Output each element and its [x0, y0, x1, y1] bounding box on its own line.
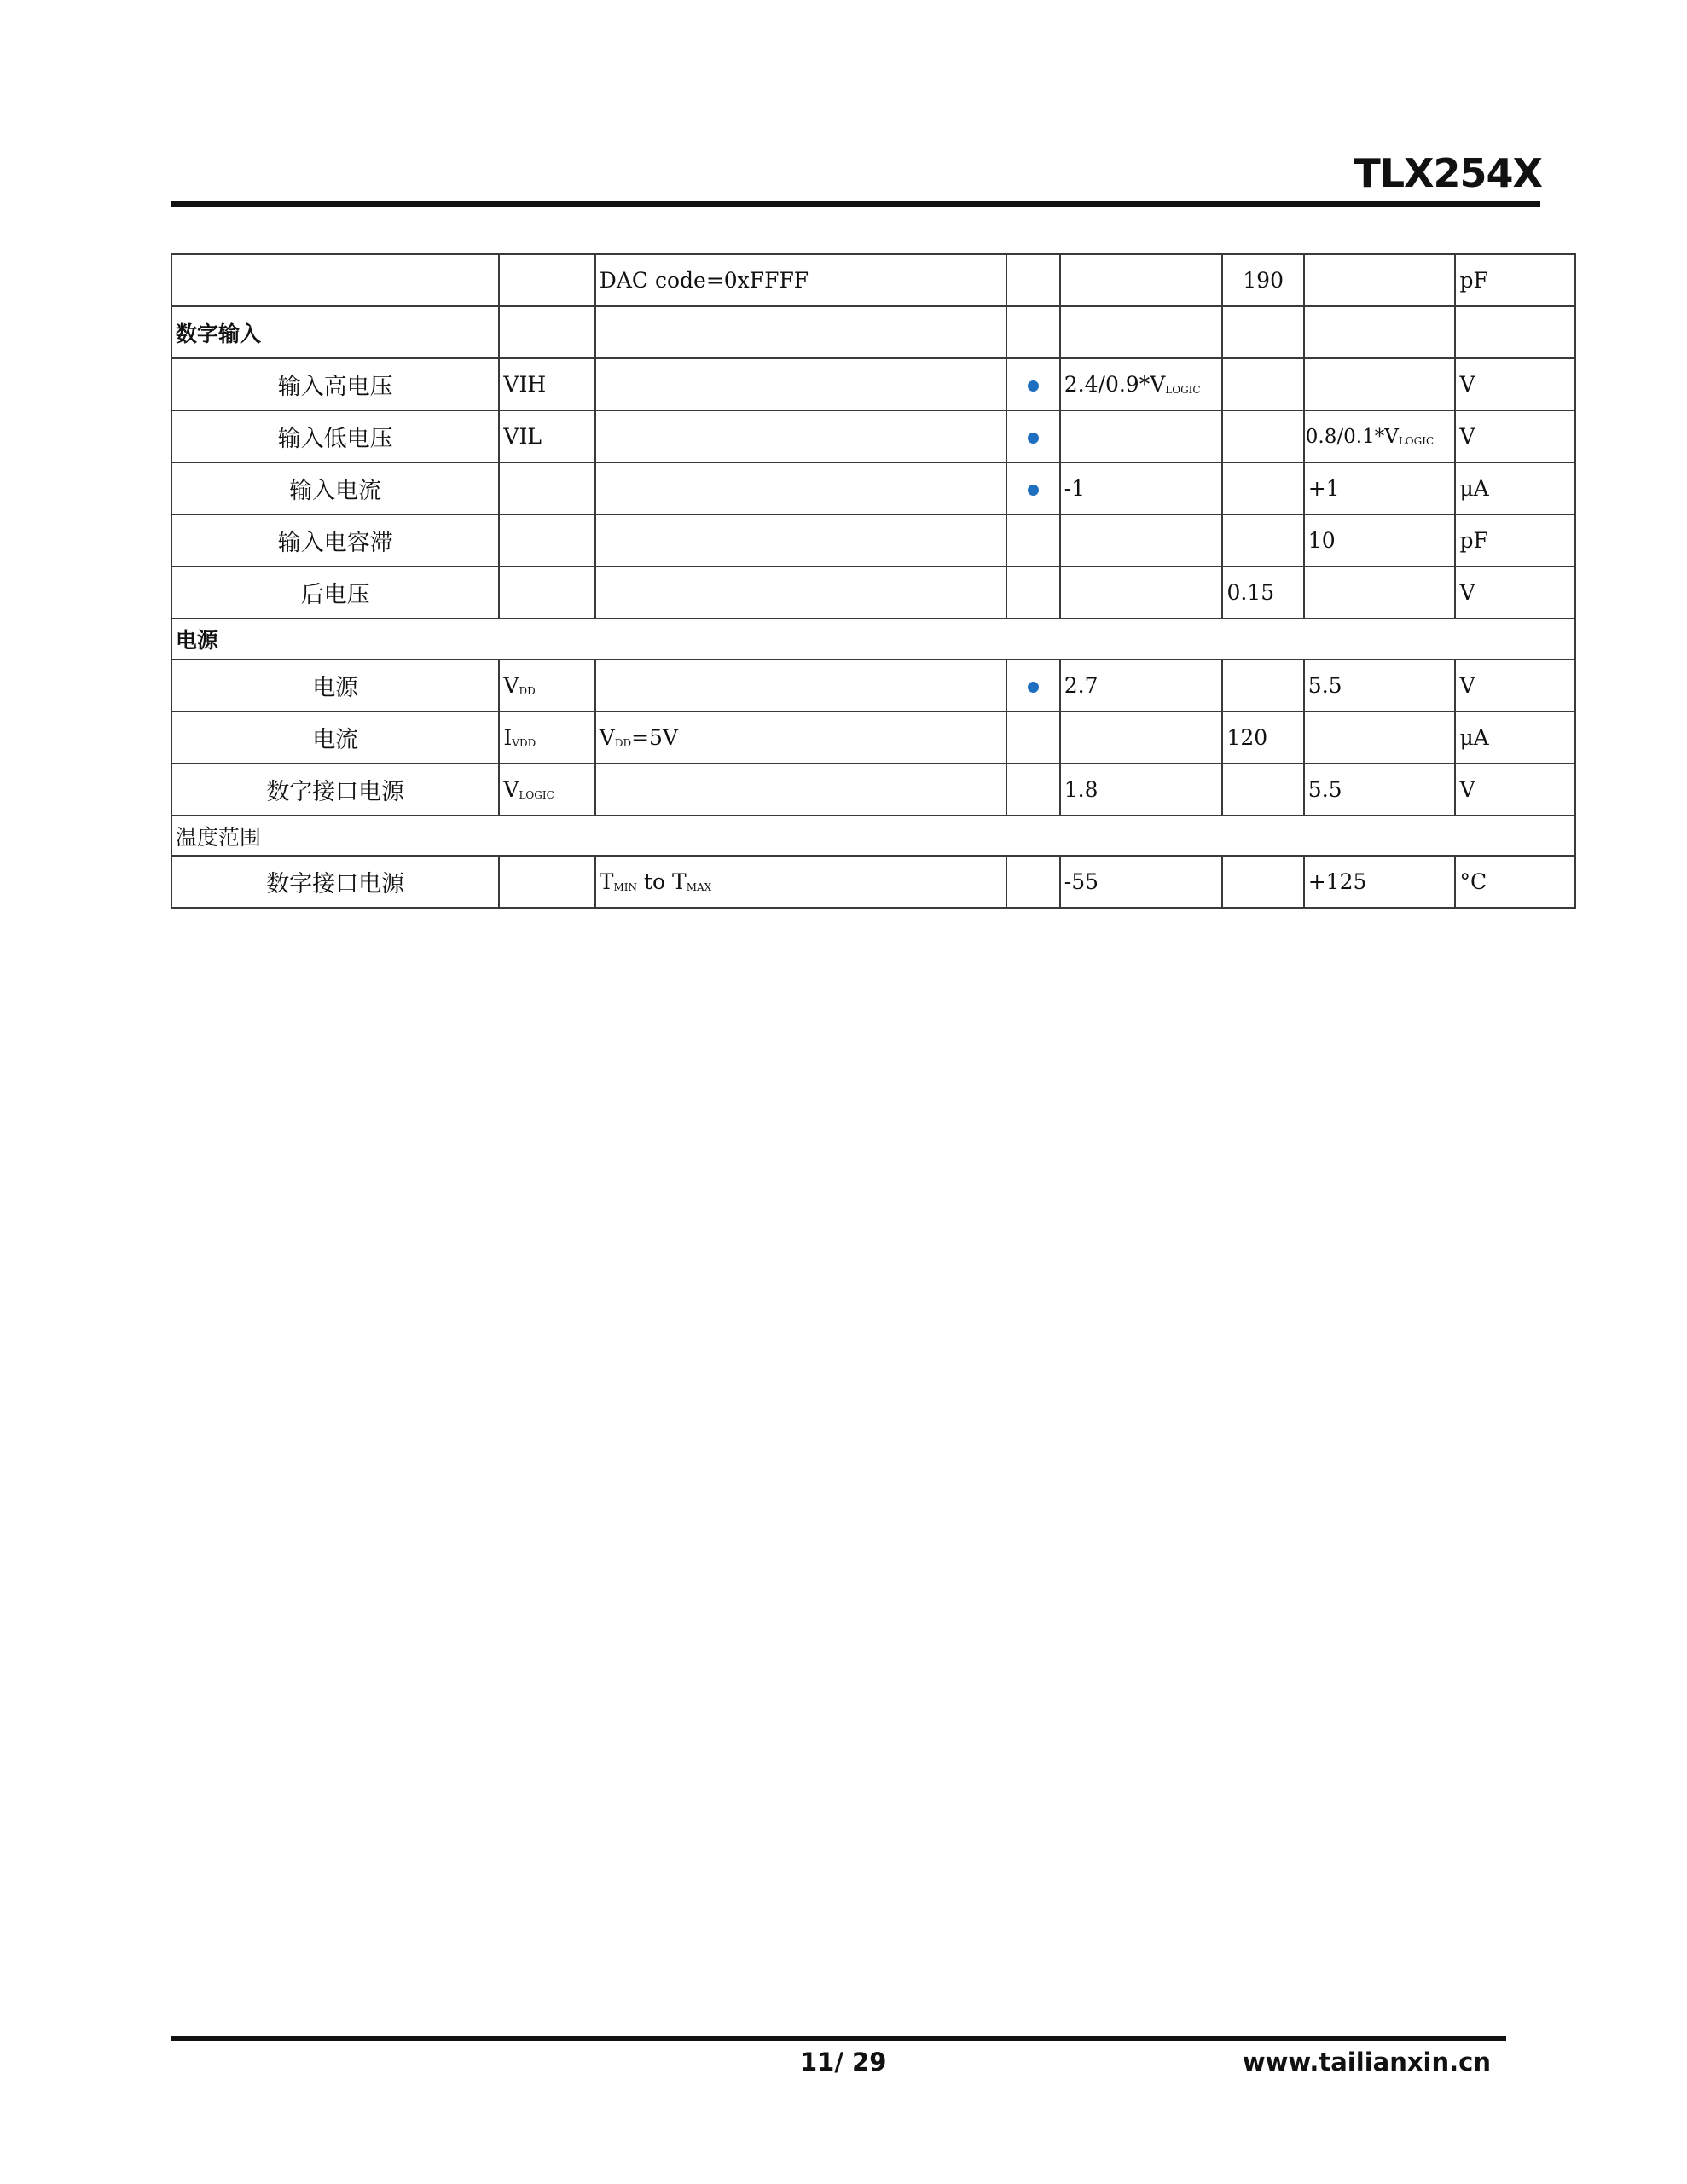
- page-number: 11/ 29: [800, 2048, 887, 2077]
- bullet-dot-icon: [1028, 433, 1039, 444]
- typ-cell: [1222, 659, 1303, 712]
- max-cell: $0.8/0.1*V_{LOGIC}$: [1304, 410, 1456, 462]
- param-cell: 数字接口电源: [171, 764, 499, 816]
- condition-cell: DAC code=0xFFFF: [595, 254, 1006, 306]
- bullet-cell: [1006, 764, 1060, 816]
- table-row: [171, 764, 1575, 816]
- symbol-cell: $V_{DD}$: [499, 659, 594, 712]
- table-row: [171, 358, 1575, 410]
- symbol-cell: $V_{LOGIC}$: [499, 764, 594, 816]
- typ-cell: 0.15: [1222, 566, 1303, 619]
- symbol-cell: [499, 856, 594, 908]
- bullet-cell: [1006, 358, 1060, 410]
- symbol-cell: [499, 514, 594, 566]
- min-cell: [1060, 712, 1223, 764]
- min-cell: 1.8: [1060, 764, 1223, 816]
- max-cell: 5.5: [1304, 659, 1456, 712]
- unit-cell: V: [1455, 358, 1575, 410]
- condition-cell: [595, 462, 1006, 514]
- symbol-cell: VIH: [499, 358, 594, 410]
- website-link[interactable]: www.tailianxin.cn: [1242, 2048, 1491, 2077]
- unit-cell: V: [1455, 566, 1575, 619]
- table-row: [171, 712, 1575, 764]
- max-cell: [1304, 712, 1456, 764]
- unit-cell: pF: [1455, 254, 1575, 306]
- section-row-digital-input: [171, 306, 1575, 358]
- typ-cell: [1222, 856, 1303, 908]
- typ-cell: [1222, 764, 1303, 816]
- unit-cell: V: [1455, 410, 1575, 462]
- param-cell: 数字接口电源: [171, 856, 499, 908]
- condition-cell: [595, 659, 1006, 712]
- bullet-cell: [1006, 566, 1060, 619]
- condition-cell: [595, 566, 1006, 619]
- typ-cell: 120: [1222, 712, 1303, 764]
- typ-cell: [1222, 358, 1303, 410]
- condition-cell: [595, 514, 1006, 566]
- symbol-cell: [499, 566, 594, 619]
- symbol-cell: [499, 254, 594, 306]
- max-cell: [1304, 566, 1456, 619]
- max-cell: 5.5: [1304, 764, 1456, 816]
- param-cell: 输入低电压: [171, 410, 499, 462]
- unit-cell: μA: [1455, 712, 1575, 764]
- condition-cell: [595, 764, 1006, 816]
- max-cell: +1: [1304, 462, 1456, 514]
- unit-cell: °C: [1455, 856, 1575, 908]
- document-title: TLX254X: [1354, 150, 1542, 196]
- condition-cell: $T_{MIN}$ to $T_{MAX}$: [595, 856, 1006, 908]
- min-cell: [1060, 514, 1223, 566]
- param-cell: 输入电容滞: [171, 514, 499, 566]
- section-title: 电源: [171, 619, 1575, 659]
- table-row: [171, 410, 1575, 462]
- symbol-cell: $I_{VDD}$: [499, 712, 594, 764]
- typ-cell: [1222, 514, 1303, 566]
- table-row: [171, 462, 1575, 514]
- param-cell: 电流: [171, 712, 499, 764]
- footer-rule: [171, 2036, 1506, 2041]
- min-cell: [1060, 410, 1223, 462]
- bullet-cell: [1006, 856, 1060, 908]
- min-cell: -1: [1060, 462, 1223, 514]
- section-title: 数字输入: [171, 306, 499, 358]
- bullet-cell: [1006, 410, 1060, 462]
- table-row: [171, 856, 1575, 908]
- bullet-cell: [1006, 712, 1060, 764]
- table-row: [171, 659, 1575, 712]
- bullet-cell: [1006, 659, 1060, 712]
- param-cell: 电源: [171, 659, 499, 712]
- condition-cell: [595, 410, 1006, 462]
- bullet-dot-icon: [1028, 682, 1039, 693]
- min-cell: [1060, 566, 1223, 619]
- bullet-cell: [1006, 462, 1060, 514]
- condition-cell: [595, 358, 1006, 410]
- bullet-cell: [1006, 254, 1060, 306]
- condition-cell: $V_{DD}=5V$: [595, 712, 1006, 764]
- symbol-cell: [499, 462, 594, 514]
- max-cell: 10: [1304, 514, 1456, 566]
- unit-cell: μA: [1455, 462, 1575, 514]
- max-cell: [1304, 358, 1456, 410]
- header-rule: [171, 201, 1540, 207]
- section-row-temperature: [171, 816, 1575, 856]
- min-cell: $2.4/0.9*V_{LOGIC}$: [1060, 358, 1223, 410]
- symbol-cell: VIL: [499, 410, 594, 462]
- param-cell: 输入电流: [171, 462, 499, 514]
- unit-cell: pF: [1455, 514, 1575, 566]
- typ-cell: [1222, 462, 1303, 514]
- bullet-dot-icon: [1028, 485, 1039, 496]
- table-row: [171, 254, 1575, 306]
- table-row: [171, 514, 1575, 566]
- max-cell: [1304, 254, 1456, 306]
- min-cell: [1060, 254, 1223, 306]
- param-cell: [171, 254, 499, 306]
- unit-cell: V: [1455, 764, 1575, 816]
- param-cell: 后电压: [171, 566, 499, 619]
- max-cell: +125: [1304, 856, 1456, 908]
- spec-table: [171, 253, 1576, 909]
- table-row: [171, 566, 1575, 619]
- min-cell: 2.7: [1060, 659, 1223, 712]
- bullet-cell: [1006, 514, 1060, 566]
- typ-cell: 190: [1222, 254, 1303, 306]
- section-title: 温度范围: [171, 816, 1575, 856]
- typ-cell: [1222, 410, 1303, 462]
- unit-cell: V: [1455, 659, 1575, 712]
- section-row-power: [171, 619, 1575, 659]
- param-cell: 输入高电压: [171, 358, 499, 410]
- min-cell: -55: [1060, 856, 1223, 908]
- bullet-dot-icon: [1028, 380, 1039, 392]
